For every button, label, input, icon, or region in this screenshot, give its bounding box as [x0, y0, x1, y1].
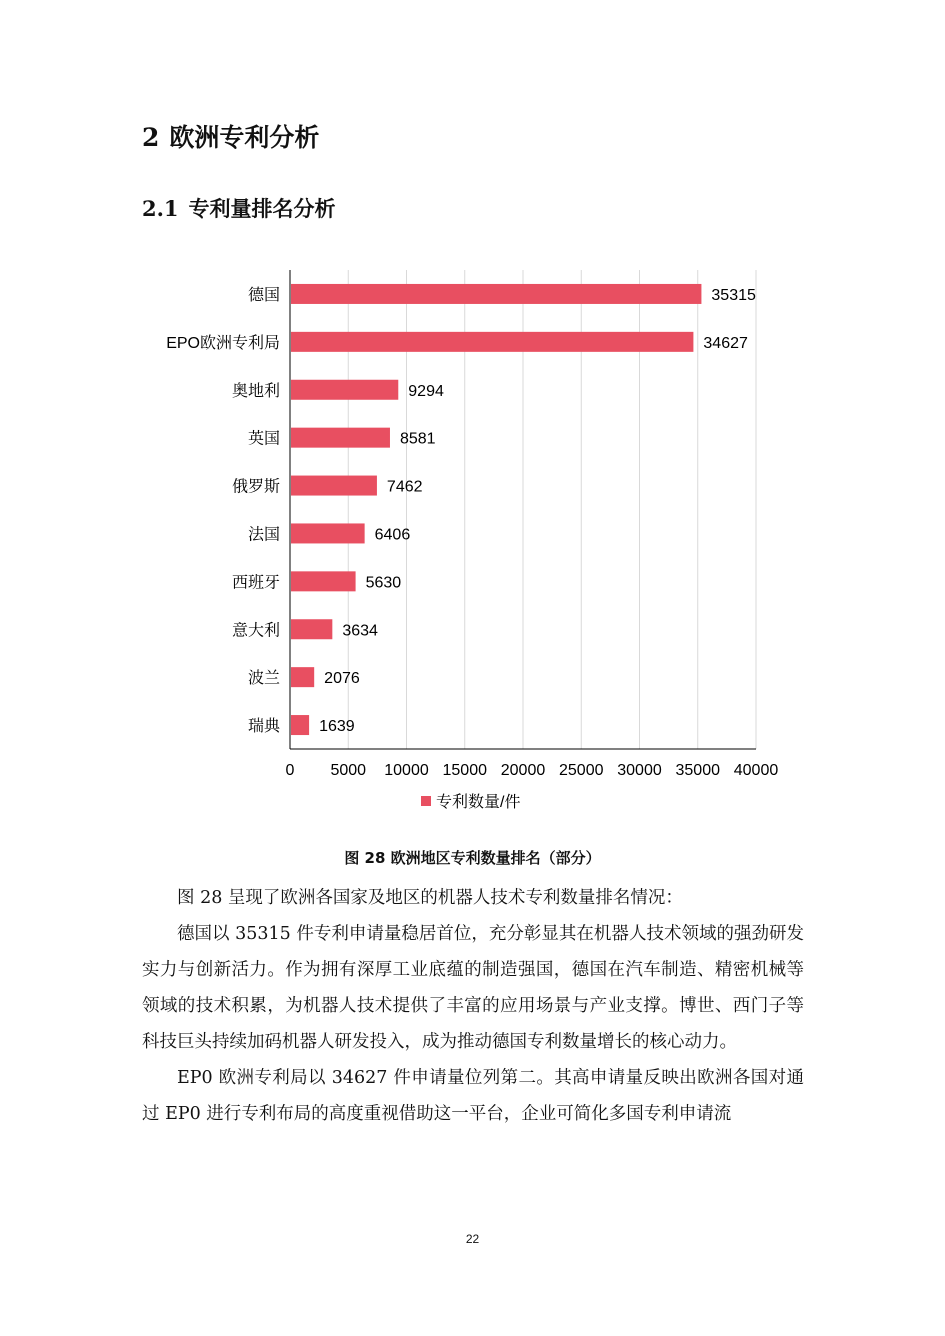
- x-tick-label: 10000: [384, 762, 429, 779]
- data-label: 9294: [408, 382, 444, 400]
- category-label: 英国: [247, 430, 280, 448]
- category-label: 俄罗斯: [231, 478, 280, 496]
- data-label: 2076: [324, 670, 360, 688]
- category-label: 法国: [247, 526, 280, 544]
- x-tick-label: 25000: [559, 762, 604, 779]
- data-label: 1639: [319, 718, 355, 736]
- category-label: 瑞典: [247, 718, 280, 736]
- section-title: 欧洲专利分析: [169, 123, 320, 152]
- paragraph: 德国以 35315 件专利申请量稳居首位，充分彰显其在机器人技术领域的强劲研发实力与创新活力。作为拥有深厚工业底蕴的制造强国，德国在汽车制造、精密机械等领域的技术积累，为机器人技术提供了丰富的应用场景与产业支撑。博世、西门子等科技巨头持续加码机器人研发投入，成为推动德国专利数量增长的核心动力。: [142, 924, 804, 1052]
- bar: [291, 428, 390, 448]
- data-label: 34627: [703, 334, 748, 352]
- paragraph: EP0 欧洲专利局以 34627 件申请量位列第二。其高申请量反映出欧洲各国对通过 EP0 进行专利布局的高度重视借助这一平台，企业可简化多国专利申请流: [142, 1068, 804, 1124]
- page-number: 22: [465, 1232, 480, 1246]
- bar: [291, 284, 701, 304]
- body-text: [142, 880, 804, 1132]
- category-label: 德国: [247, 286, 280, 304]
- section-number: 2: [142, 123, 160, 152]
- bar: [291, 380, 398, 400]
- patent-bar-chart: [150, 258, 810, 838]
- x-tick-label: 40000: [733, 762, 779, 779]
- x-tick-label: 35000: [675, 762, 720, 779]
- x-tick-label: 20000: [500, 762, 546, 779]
- data-label: 3634: [342, 622, 378, 640]
- category-label: 意大利: [231, 622, 280, 640]
- legend-label: 专利数量/件: [436, 794, 521, 811]
- subsection-heading: [142, 193, 336, 225]
- x-tick-label: 0: [285, 762, 295, 779]
- bar: [291, 667, 314, 687]
- section-heading: [142, 120, 319, 156]
- bar: [291, 476, 377, 496]
- subsection-title: 专利量排名分析: [188, 197, 336, 221]
- data-label: 5630: [365, 574, 402, 592]
- bar: [291, 715, 309, 735]
- data-label: 6406: [374, 526, 411, 544]
- bar: [291, 571, 356, 591]
- figure-caption: 图 28 欧洲地区专利数量排名（部分）: [344, 849, 601, 867]
- subsection-number: 2.1: [142, 196, 179, 221]
- x-tick-label: 5000: [330, 762, 367, 779]
- data-label: 7462: [386, 478, 423, 496]
- category-label: 波兰: [247, 670, 280, 688]
- paragraph: 图 28 呈现了欧洲各国家及地区的机器人技术专利数量排名情况：: [177, 888, 683, 908]
- x-tick-label: 15000: [442, 762, 487, 779]
- data-label: 8581: [399, 430, 436, 448]
- x-tick-label: 30000: [617, 762, 662, 779]
- legend-swatch: [421, 796, 431, 806]
- bar: [291, 523, 365, 543]
- bar: [291, 332, 693, 352]
- bar: [291, 619, 332, 639]
- category-label: EPO欧洲专利局: [166, 334, 280, 352]
- category-label: 西班牙: [231, 574, 280, 592]
- category-label: 奥地利: [231, 382, 280, 400]
- data-label: 35315: [711, 286, 756, 304]
